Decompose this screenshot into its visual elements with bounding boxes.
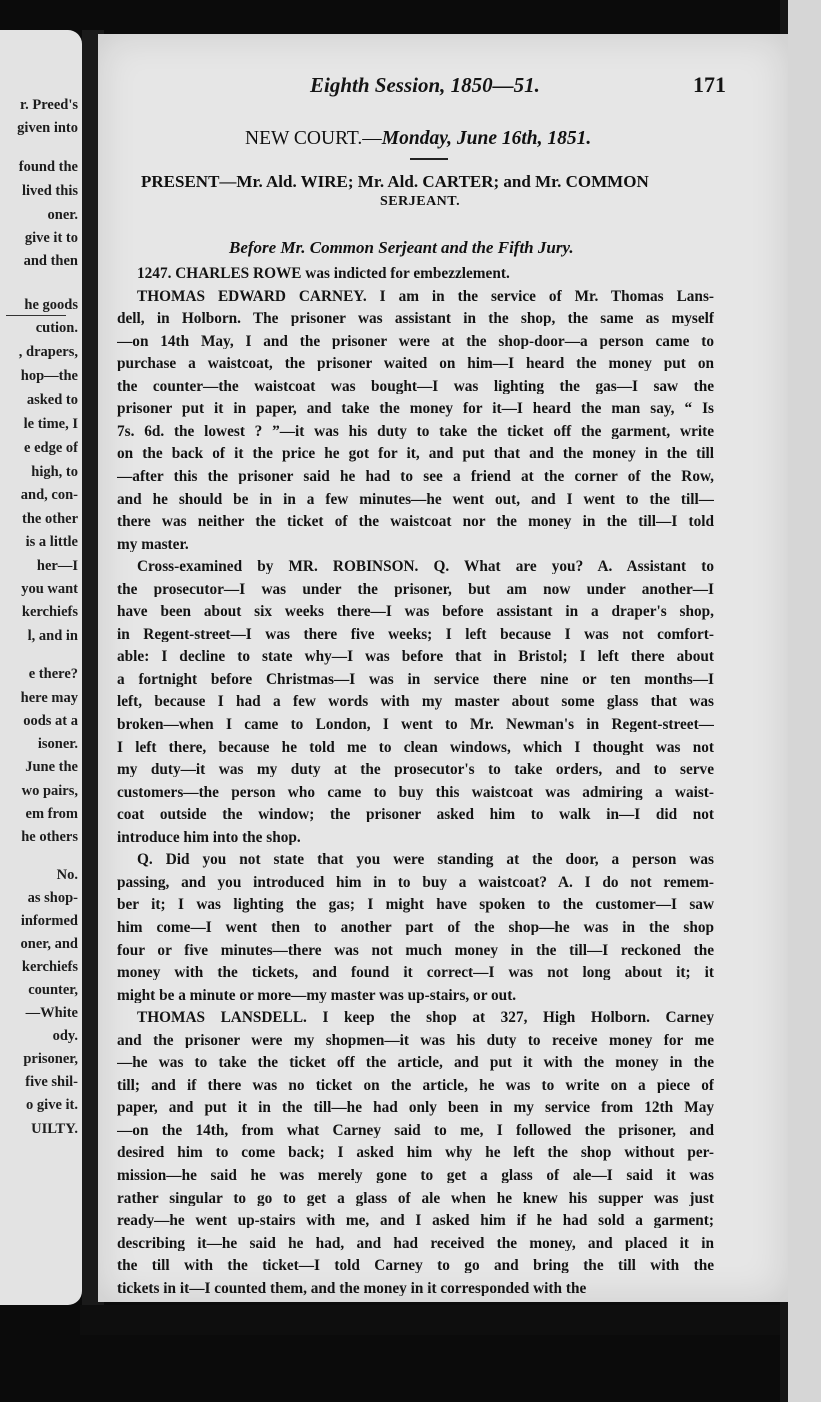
body-line: describing it—he said he had, and had received the money, and placed it in bbox=[117, 1235, 714, 1251]
body-line: there was neither the ticket of the waistcoat nor the money in the till—I told bbox=[117, 514, 714, 530]
body-line: money with the tickets, and found it correct—I was not long about it; it bbox=[117, 965, 714, 981]
body-line: customers—the person who came to buy this waistcoat was admiring a waist- bbox=[117, 784, 714, 800]
left-page-line: ody. bbox=[52, 1029, 78, 1044]
left-page-line: e edge of bbox=[24, 441, 78, 456]
left-page-line: r. Preed's bbox=[20, 98, 78, 113]
left-page-line: high, to bbox=[31, 465, 78, 480]
left-page-line: you want bbox=[21, 582, 78, 597]
body-line: left, because I had a few words with my master about some glass that was bbox=[117, 694, 714, 710]
body-line: I left there, because he told me to clean windows, which I thought was not bbox=[117, 739, 714, 755]
left-page-line: prisoner, bbox=[23, 1052, 78, 1067]
left-page-line: e there? bbox=[28, 667, 78, 682]
body-line: might be a minute or more—my master was up-stairs, or out. bbox=[117, 987, 517, 1003]
present-line-2: SERJEANT. bbox=[380, 194, 461, 209]
body-line: and the prisoner were my shopmen—it was his duty to receive money for me bbox=[117, 1032, 714, 1048]
court-date: Monday, June 16th, 1851. bbox=[381, 128, 592, 149]
left-page-line: l, and in bbox=[27, 629, 78, 644]
body-line: four or five minutes—there was not much money in the till—I reckoned the bbox=[117, 942, 714, 958]
present-line-1: PRESENT—Mr. Ald. WIRE; Mr. Ald. CARTER; and Mr. COMMON bbox=[141, 172, 649, 191]
left-page-line: kerchiefs bbox=[21, 960, 78, 975]
left-page-line: he others bbox=[21, 830, 78, 845]
body-line: Q. Did you not state that you were standing at the door, a person was bbox=[137, 852, 714, 868]
left-page-line: found the bbox=[18, 160, 78, 175]
body-line: a fortnight before Christmas—I was in service there nine or ten months—I bbox=[117, 671, 714, 688]
body-line: the counter—the waistcoat was bought—I was lighting the gas—I saw the bbox=[117, 378, 714, 395]
left-page-line: counter, bbox=[28, 983, 78, 998]
body-line: prisoner put it in paper, and take the money for it—I heard the man say, “ Is bbox=[117, 401, 714, 417]
body-line: dell, in Holborn. The prisoner was assistant in the shop, the same as myself bbox=[117, 311, 714, 327]
body-line: purchase a waistcoat, the prisoner waited on him—I heard the money put on bbox=[117, 356, 714, 372]
left-page-rule bbox=[6, 315, 66, 316]
left-page-fragment bbox=[0, 30, 82, 1305]
body-line: have been about six weeks there—I was before assistant in a draper's shop, bbox=[117, 604, 714, 620]
running-title: Eighth Session, 1850—51. bbox=[310, 73, 540, 97]
court-title: NEW COURT.— bbox=[245, 128, 382, 149]
left-page-line: oner. bbox=[47, 208, 78, 223]
body-line: ber it; I was lighting the gas; I might have spoken to the customer—I saw bbox=[117, 897, 714, 913]
body-line: my duty—it was my duty at the prosecutor's to take orders, and to serve bbox=[117, 762, 714, 778]
left-page-line: No. bbox=[56, 868, 78, 883]
left-page-line: five shil- bbox=[25, 1075, 78, 1090]
left-page-line: he goods bbox=[24, 298, 78, 313]
left-page-line: o give it. bbox=[26, 1098, 78, 1113]
heading-rule bbox=[410, 158, 448, 160]
left-page-line: kerchiefs bbox=[21, 605, 78, 620]
body-line: able: I decline to state why—I was before that in Bristol; I left there about bbox=[117, 649, 714, 665]
court-heading bbox=[245, 128, 591, 150]
left-page-line: UILTY. bbox=[31, 1122, 78, 1137]
before-line: Before Mr. Common Serjeant and the Fifth Jury. bbox=[229, 238, 574, 257]
left-page-line: wo pairs, bbox=[21, 784, 78, 799]
left-page-line: isoner. bbox=[37, 737, 78, 752]
left-page-line: and, con- bbox=[20, 488, 78, 503]
body-line: and he should be in in a few minutes—he went out, and I went to the till— bbox=[117, 491, 714, 507]
body-line: THOMAS LANSDELL. I keep the shop at 327, High Holborn. Carney bbox=[137, 1010, 714, 1026]
left-page-line: hop—the bbox=[20, 369, 78, 384]
left-page-line: here may bbox=[20, 691, 78, 706]
left-page-line: le time, I bbox=[23, 417, 78, 432]
body-line: coat outside the window; the prisoner asked him to walk in—I did not bbox=[117, 807, 714, 823]
body-line: THOMAS EDWARD CARNEY. I am in the service of Mr. Thomas Lans- bbox=[137, 288, 714, 304]
left-page-line: , drapers, bbox=[18, 345, 78, 360]
body-line: Cross-examined by MR. ROBINSON. Q. What are you? A. Assistant to bbox=[137, 559, 714, 575]
left-page-line: oods at a bbox=[23, 714, 78, 729]
bottom-shadow bbox=[80, 1305, 780, 1335]
body-line: rather singular to go to get a glass of ale when he knew his supper was just bbox=[117, 1190, 714, 1206]
left-page-line: June the bbox=[25, 760, 78, 775]
body-line: —on 14th May, I and the prisoner were at the shop-door—a person came to bbox=[117, 333, 714, 349]
body-line: introduce him into the shop. bbox=[117, 829, 301, 846]
body-line: 7s. 6d. the lowest ? ”—it was his duty to take the ticket off the garment, write bbox=[117, 423, 714, 440]
body-line: —on the 14th, from what Carney said to me, I followed the prisoner, and bbox=[117, 1122, 714, 1139]
body-line: tickets in it—I counted them, and the money in it corresponded with the bbox=[117, 1280, 587, 1297]
body-line: broken—when I came to London, I went to Mr. Newman's in Regent-street— bbox=[117, 717, 714, 733]
left-page-line: oner, and bbox=[20, 937, 78, 952]
left-page-line: lived this bbox=[22, 184, 78, 199]
body-line: him come—I went then to another part of the shop—he was in the shop bbox=[117, 919, 714, 936]
left-page-line: asked to bbox=[26, 393, 78, 408]
body-line: 1247. CHARLES ROWE was indicted for embezzlement. bbox=[137, 266, 510, 282]
left-page-line: as shop- bbox=[27, 891, 78, 906]
left-page-line: —White bbox=[25, 1006, 78, 1021]
body-line: —after this the prisoner said he had to see a friend at the corner of the Row, bbox=[117, 468, 714, 485]
body-line: my master. bbox=[117, 536, 189, 552]
left-page-line: given into bbox=[17, 121, 78, 136]
body-line: —he was to take the ticket off the article, and put it with the money in the bbox=[117, 1055, 714, 1071]
left-page-line: informed bbox=[20, 914, 78, 929]
left-page-line: the other bbox=[22, 512, 78, 527]
body-line: the till with the ticket—I told Carney to go and bring the till with the bbox=[117, 1258, 714, 1274]
body-line: mission—he said he was merely gone to get a glass of ale—I said it was bbox=[117, 1168, 714, 1184]
body-line: ready—he went up-stairs with me, and I asked him if he had sold a garment; bbox=[117, 1213, 714, 1229]
left-page-line: her—I bbox=[36, 559, 78, 574]
body-line: paper, and put it in the till—he had only been in my service from 12th May bbox=[117, 1100, 714, 1116]
left-page-line: em from bbox=[25, 807, 78, 822]
body-line: desired him to come back; I asked him why he left the shop without per- bbox=[117, 1145, 714, 1161]
body-line: in Regent-street—I was there five weeks; I left because I was not comfort- bbox=[117, 626, 714, 643]
left-page-line: and then bbox=[23, 254, 78, 269]
left-page-line: is a little bbox=[25, 535, 78, 550]
page-number: 171 bbox=[693, 72, 726, 97]
body-line: the prosecutor—I was under the prisoner, but am now under another—I bbox=[117, 581, 714, 597]
body-line: passing, and you introduced him in to buy a waistcoat? A. I do not remem- bbox=[117, 874, 714, 891]
left-page-line: cution. bbox=[35, 321, 78, 336]
body-line: on the back of it the price he got for it, and put that and the money in the till bbox=[117, 446, 714, 462]
left-page-line: give it to bbox=[24, 231, 78, 246]
body-line: till; and if there was no ticket on the article, he was to write on a piece of bbox=[117, 1077, 714, 1094]
